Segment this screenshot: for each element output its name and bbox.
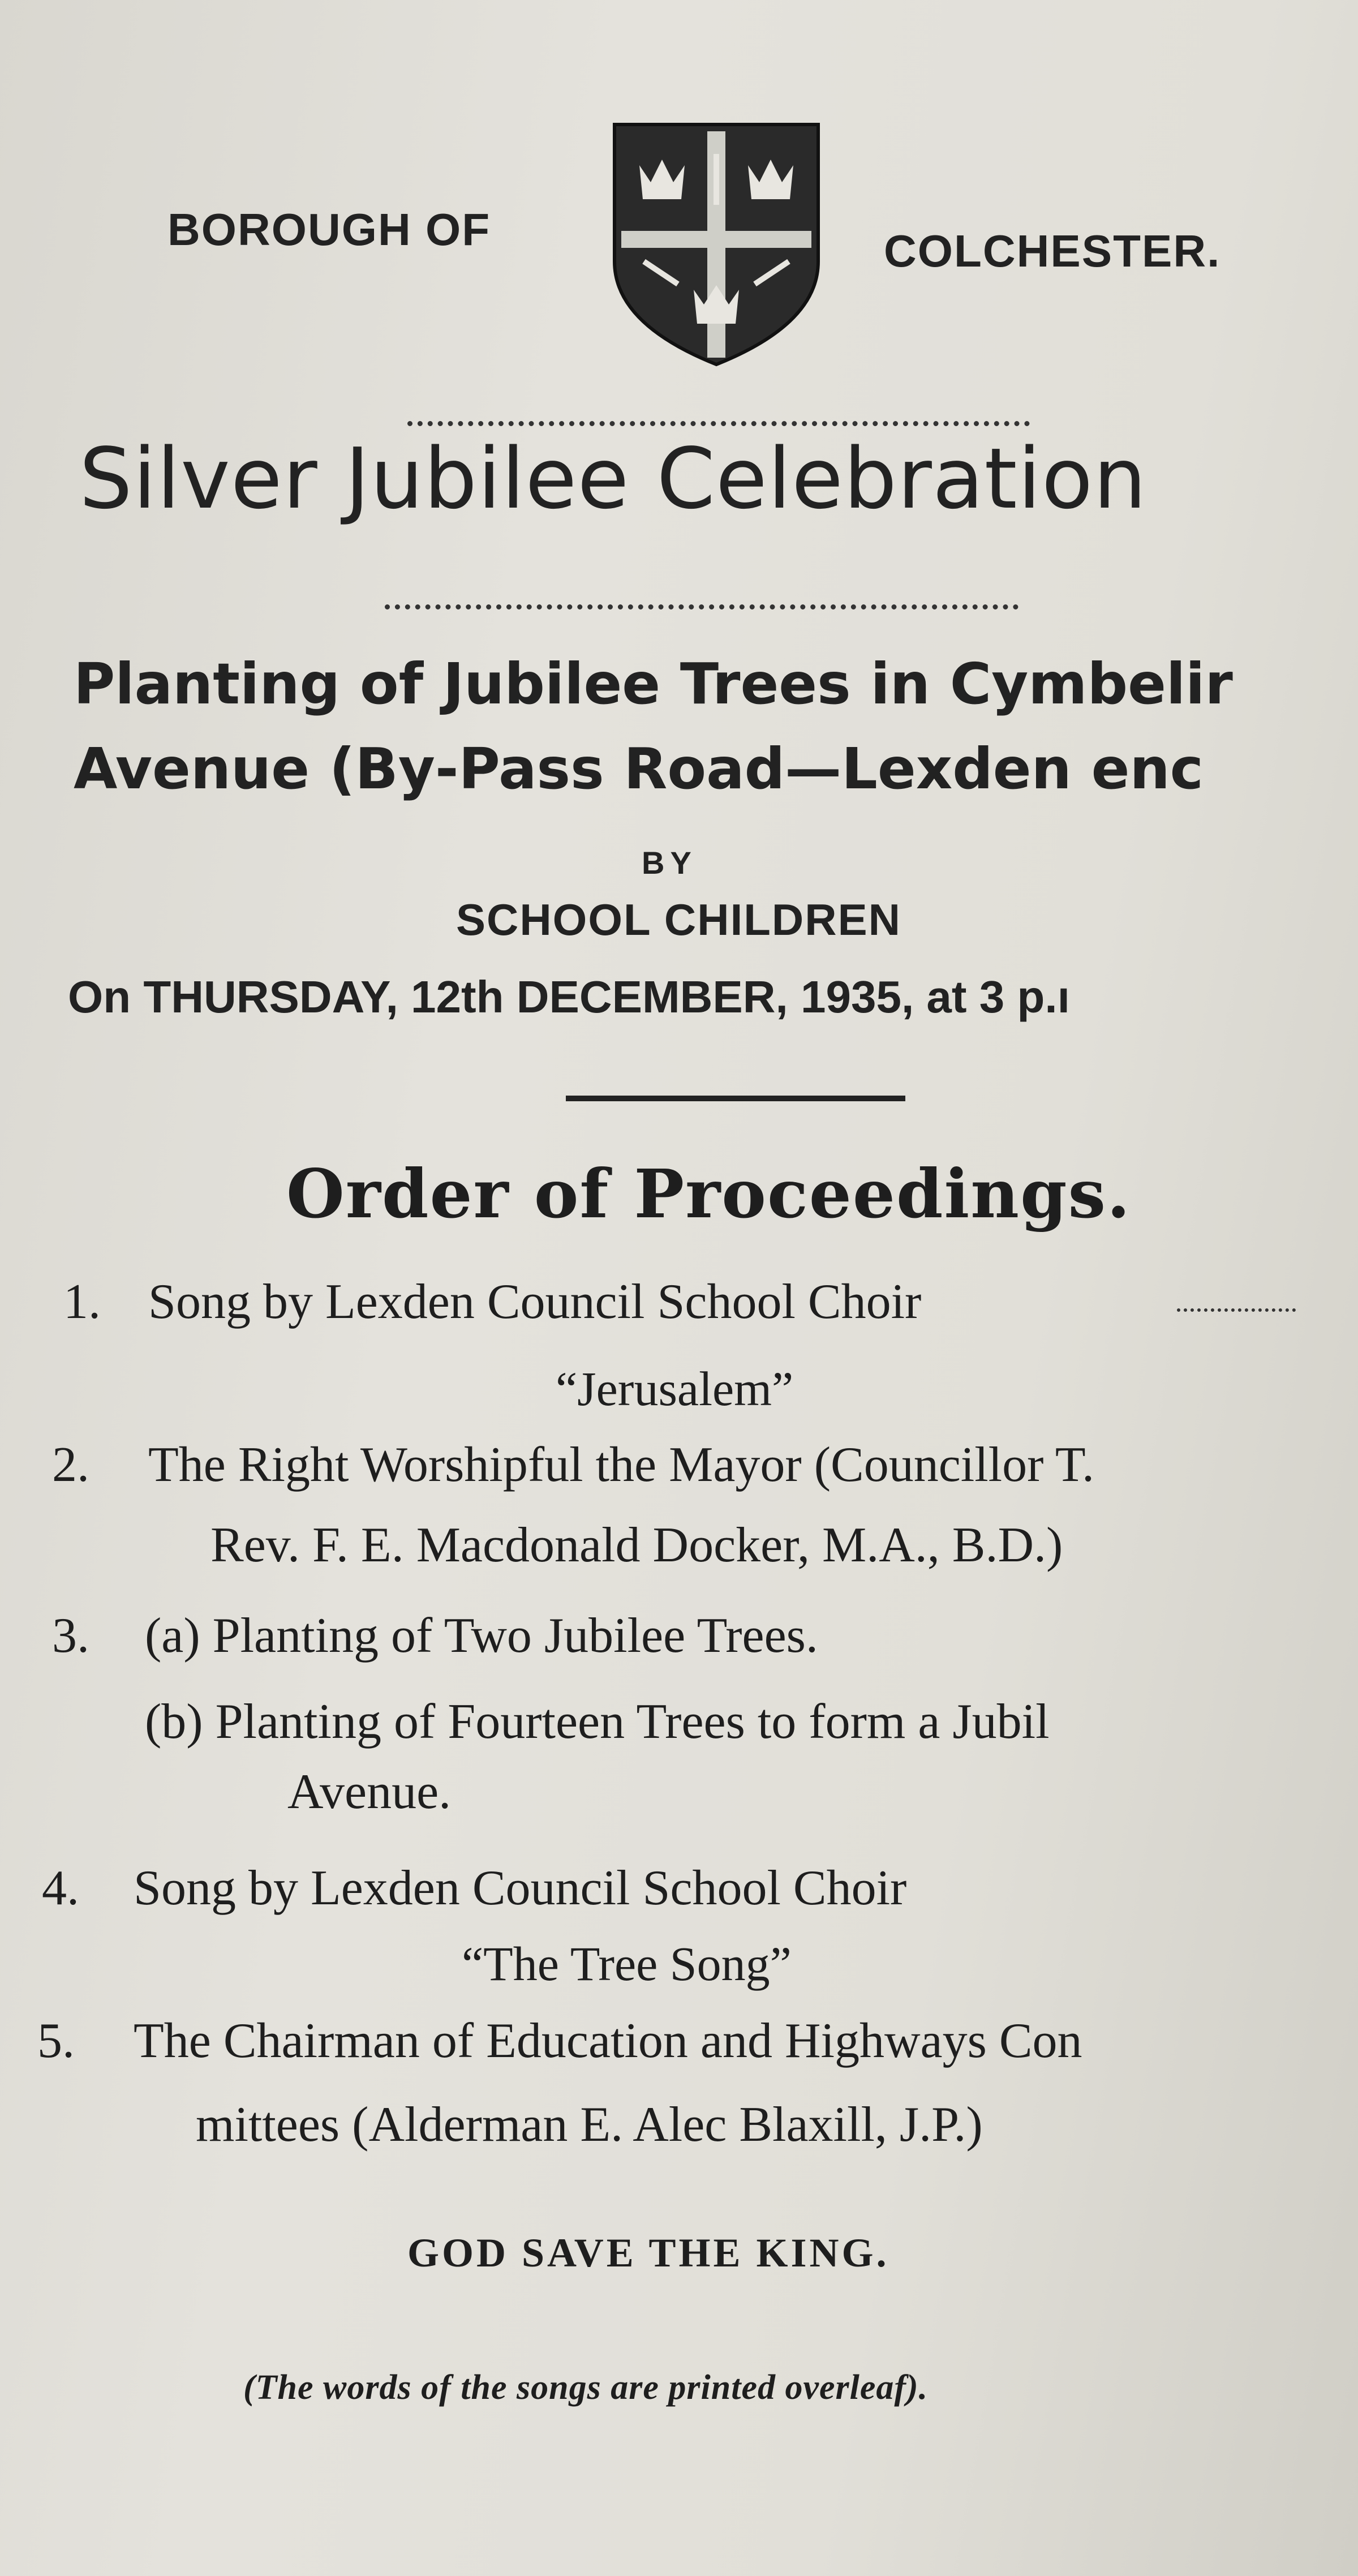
event-date: On THURSDAY, 12th DECEMBER, 1935, at 3 p.ı [68, 972, 1070, 1022]
item-1-text: Song by Lexden Council School Choir [148, 1274, 922, 1329]
colchester-crest-icon [610, 120, 823, 369]
item-2-line-1: The Right Worshipful the Mayor (Councillor T. [148, 1437, 1095, 1492]
footnote: (The words of the songs are printed overleaf). [243, 2368, 929, 2407]
by-label: BY [642, 845, 697, 881]
proceedings-heading: Order of Proceedings. [286, 1154, 1132, 1233]
page-title: Silver Jubilee Celebration [79, 430, 1148, 527]
item-2-line-2: Rev. F. E. Macdonald Docker, M.A., B.D.) [210, 1518, 1063, 1573]
item-3a-text: (a) Planting of Two Jubilee Trees. [145, 1608, 818, 1663]
item-3b-line-2: Avenue. [287, 1764, 452, 1819]
dotted-divider-top [407, 421, 1030, 426]
item-4-text: Song by Lexden Council School Choir [134, 1861, 907, 1916]
header-borough-of: BOROUGH OF [167, 204, 491, 255]
subtitle-line-2: Avenue (By-Pass Road—Lexden enc [74, 736, 1204, 802]
item-4-number: 4. [42, 1861, 79, 1916]
item-2-number: 2. [52, 1437, 89, 1492]
item-3b-line-1: (b) Planting of Fourteen Trees to form a Jubil [145, 1694, 1050, 1749]
item-3-number: 3. [52, 1608, 89, 1663]
item-5-line-2: mittees (Alderman E. Alec Blaxill, J.P.) [196, 2097, 983, 2152]
item-4-song-title: “The Tree Song” [462, 1937, 792, 1991]
dotted-divider-bottom [385, 604, 1018, 609]
item-1-number: 1. [63, 1274, 101, 1329]
stray-mark [1177, 1308, 1296, 1312]
school-children-label: SCHOOL CHILDREN [456, 895, 901, 944]
god-save-the-king: GOD SAVE THE KING. [407, 2230, 889, 2276]
solid-rule [566, 1096, 905, 1101]
item-1-song-title: “Jerusalem” [556, 1362, 794, 1416]
header-colchester: COLCHESTER. [884, 226, 1221, 276]
subtitle-line-1: Planting of Jubilee Trees in Cymbelir [74, 651, 1233, 717]
item-5-line-1: The Chairman of Education and Highways Con [134, 2013, 1082, 2068]
item-5-number: 5. [37, 2013, 75, 2068]
